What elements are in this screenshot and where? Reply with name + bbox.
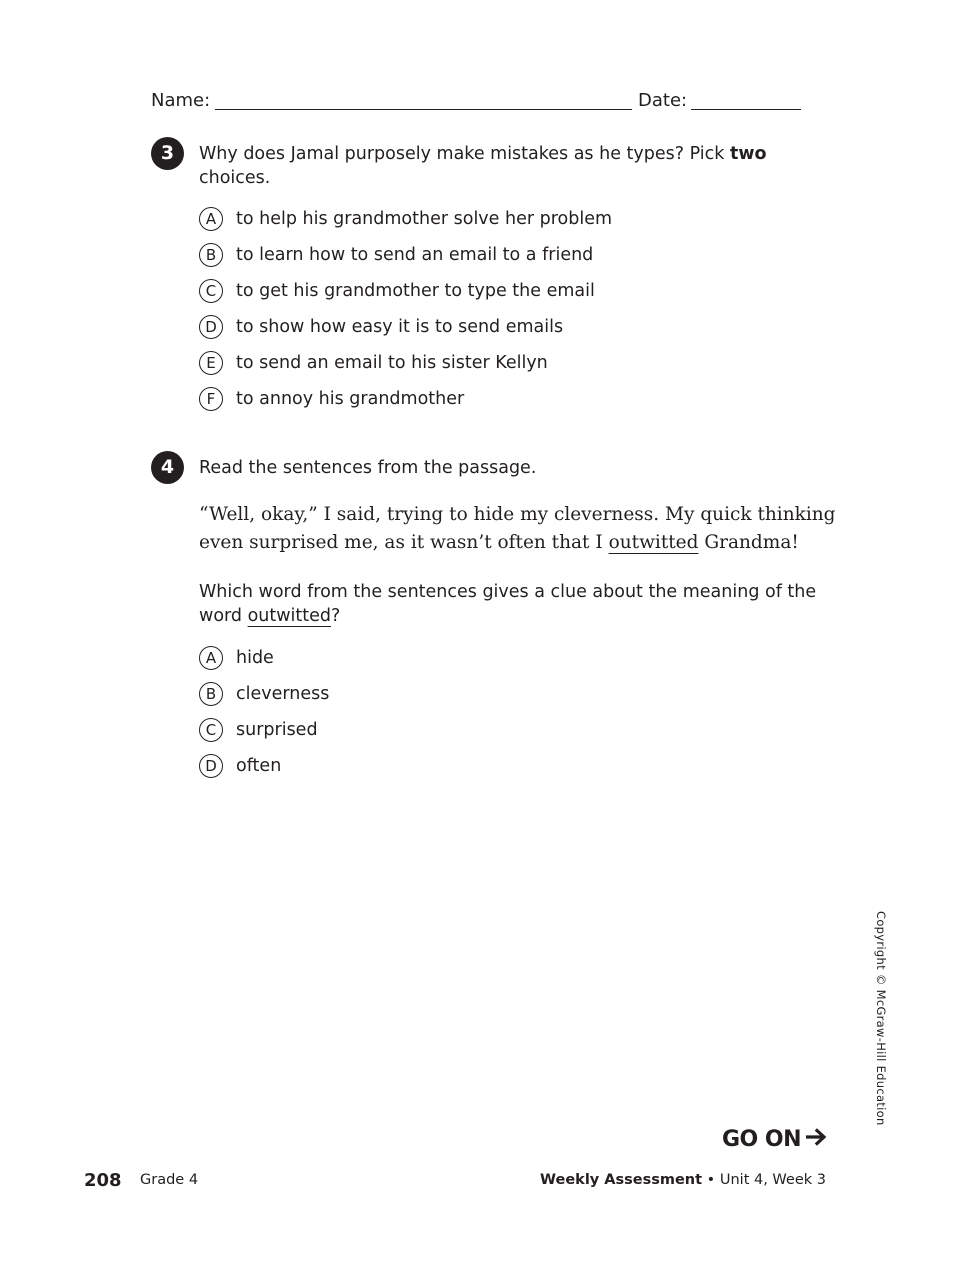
option-letter-circle[interactable]: E [199, 351, 223, 375]
arrow-right-icon [806, 1127, 828, 1152]
option-letter-circle[interactable]: D [199, 315, 223, 339]
question-4-underlined-word: outwitted [247, 606, 332, 626]
name-label: Name: [151, 90, 211, 111]
footer-separator: • [702, 1172, 720, 1188]
answer-option[interactable] [199, 237, 612, 273]
option-text: hide [236, 648, 274, 668]
question-4-intro: Read the sentences from the passage. [199, 458, 537, 478]
answer-option[interactable] [199, 273, 612, 309]
question-3-prompt-end: choices. [199, 168, 271, 188]
passage-underlined-word: outwitted [608, 532, 699, 553]
question-4-number: 4 [151, 451, 184, 484]
option-letter-circle[interactable]: B [199, 682, 223, 706]
answer-option[interactable] [199, 676, 329, 712]
question-3-prompt-text: Why does Jamal purposely make mistakes as he types? Pick [199, 144, 730, 164]
option-letter-circle[interactable]: C [199, 718, 223, 742]
option-text: to send an email to his sister Kellyn [236, 353, 548, 373]
answer-option[interactable] [199, 748, 329, 784]
question-3-prompt-bold: two [729, 144, 767, 164]
go-on-label: GO ON [722, 1127, 802, 1152]
passage-excerpt [199, 501, 839, 557]
go-on-indicator [722, 1127, 828, 1152]
option-text: cleverness [236, 684, 330, 704]
unit-week: Unit 4, Week 3 [719, 1172, 826, 1188]
answer-option[interactable] [199, 345, 612, 381]
option-text: to get his grandmother to type the email [236, 281, 595, 301]
option-text: to show how easy it is to send emails [236, 317, 564, 337]
answer-option[interactable] [199, 201, 612, 237]
answer-option[interactable] [199, 309, 612, 345]
option-text: to annoy his grandmother [236, 389, 465, 409]
option-letter-circle[interactable]: A [199, 207, 223, 231]
grade-label: Grade 4 [140, 1172, 199, 1188]
answer-option[interactable] [199, 640, 329, 676]
passage-text: “Well, okay,” I said, trying to hide my cleverness. My quick thinking even surprised me, as it wasn’t often that I [199, 504, 836, 553]
option-text: surprised [236, 720, 318, 740]
option-text: to help his grandmother solve her problem [236, 209, 613, 229]
date-label: Date: [638, 90, 688, 111]
page-number: 208 [84, 1170, 122, 1191]
passage-text-end: Grandma! [698, 532, 799, 553]
question-4-prompt [199, 580, 839, 628]
option-letter-circle[interactable]: A [199, 646, 223, 670]
assessment-label [540, 1172, 826, 1188]
answer-option[interactable] [199, 712, 329, 748]
option-letter-circle[interactable]: D [199, 754, 223, 778]
question-3-options [199, 201, 612, 417]
option-letter-circle[interactable]: C [199, 279, 223, 303]
question-4-options [199, 640, 329, 784]
date-field[interactable] [691, 109, 801, 110]
name-date-header [151, 88, 801, 114]
copyright-notice: Copyright © McGraw-Hill Education [874, 911, 888, 1126]
option-text: often [236, 756, 282, 776]
option-letter-circle[interactable]: F [199, 387, 223, 411]
question-3-number: 3 [151, 137, 184, 170]
name-field[interactable] [215, 109, 632, 110]
question-4-prompt-end: ? [331, 606, 341, 626]
assessment-title: Weekly Assessment [540, 1172, 703, 1188]
answer-option[interactable] [199, 381, 612, 417]
option-text: to learn how to send an email to a friend [236, 245, 594, 265]
question-3-prompt [199, 142, 839, 190]
question-4-prompt-text: Which word from the sentences gives a clue about the meaning of the word [199, 582, 817, 626]
option-letter-circle[interactable]: B [199, 243, 223, 267]
